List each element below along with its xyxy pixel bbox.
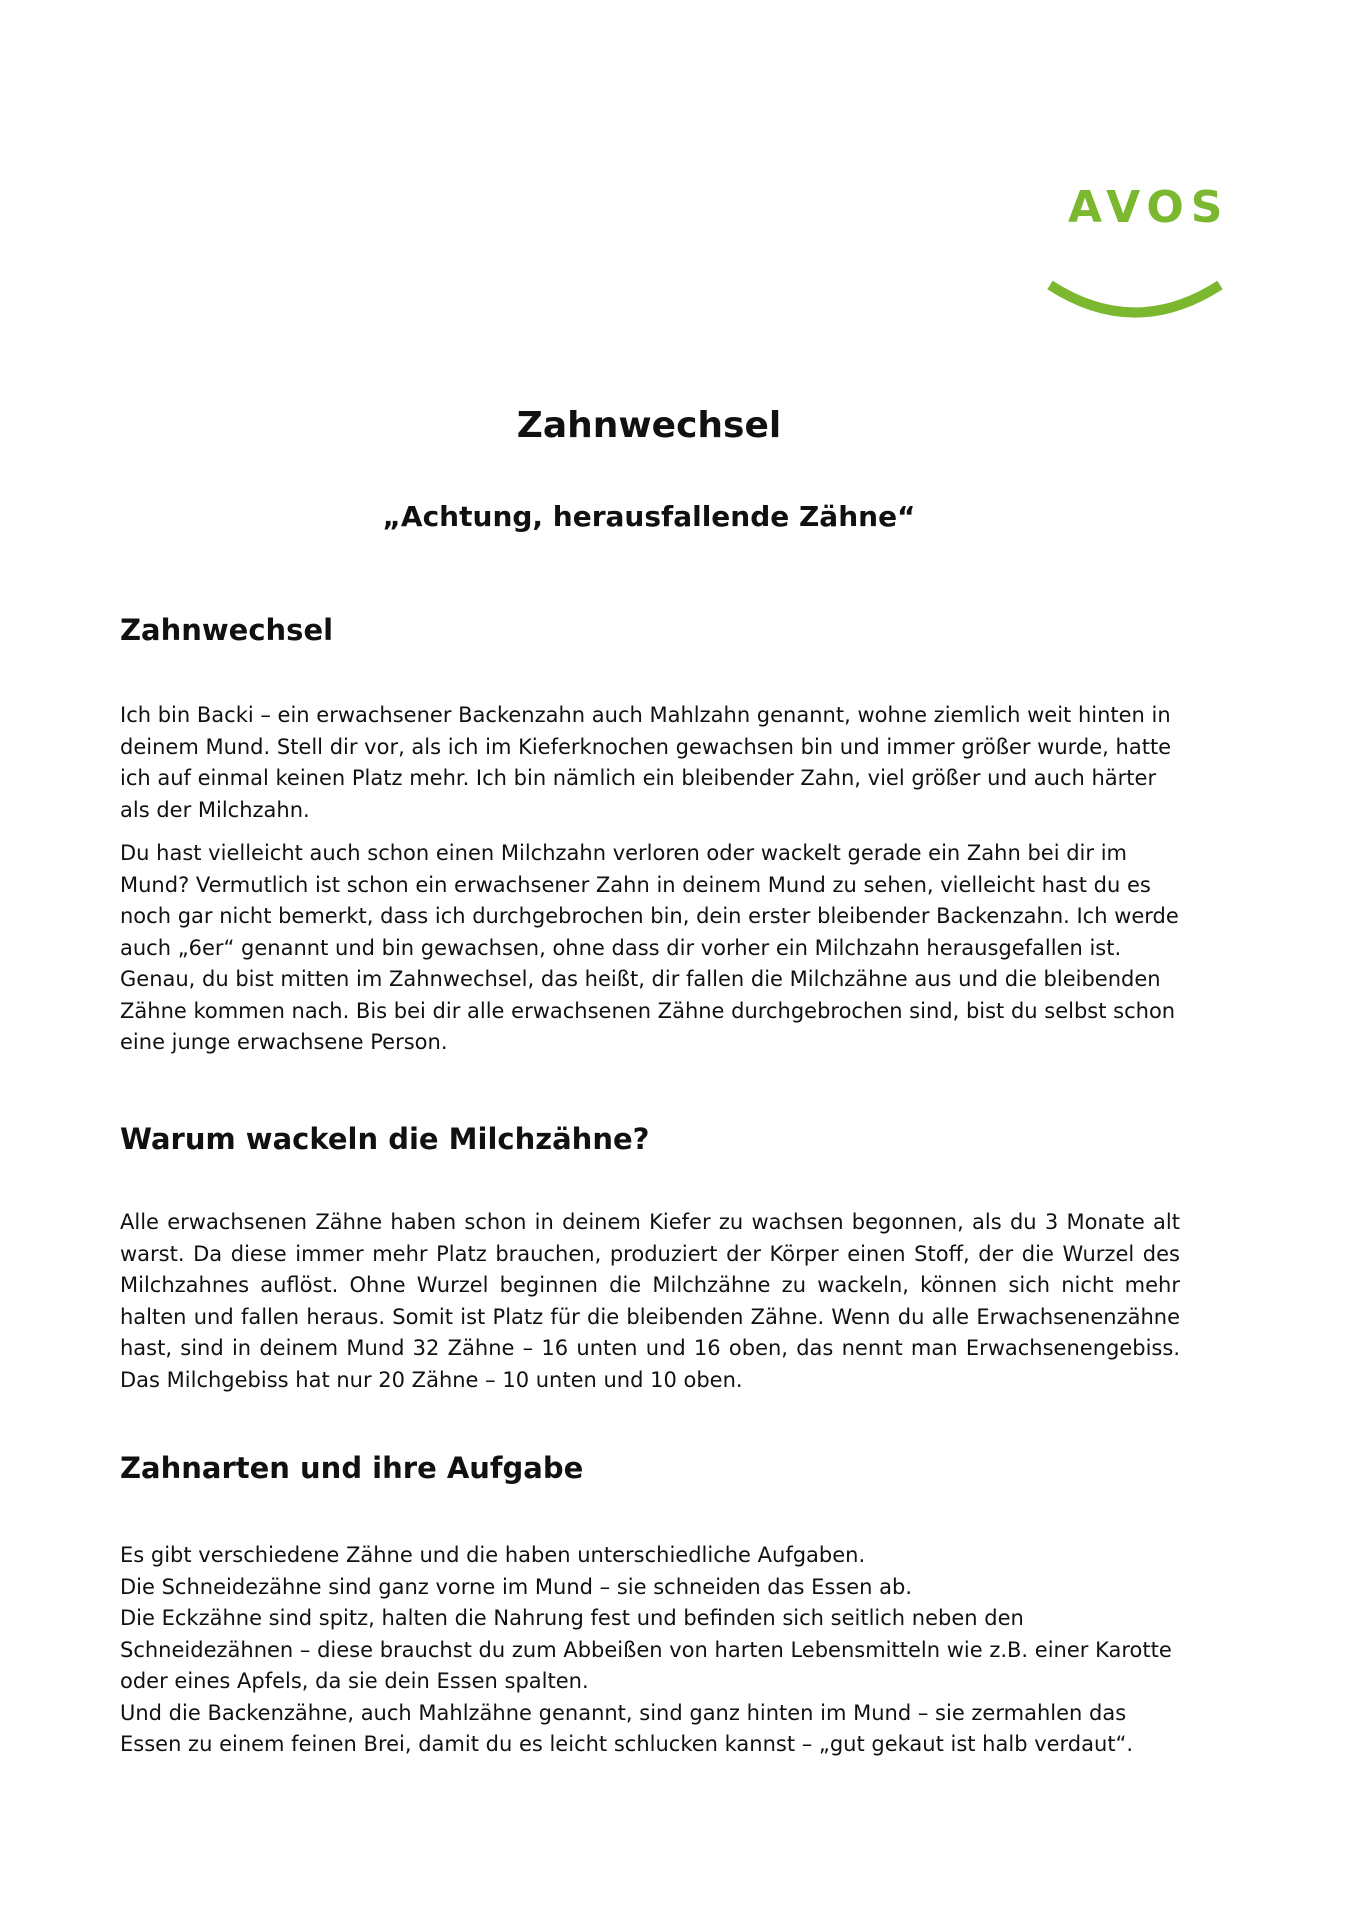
paragraph: Alle erwachsenen Zähne haben schon in deinem Kiefer zu wachsen begonnen, als du 3 Monate alt warst. Da diese immer mehr Platz brauchen, produziert der Körper einen Stoff, der die Wurzel des Milchzahnes auflöst. Ohne Wurzel beginnen die Milchzähne zu wackeln, können sich nicht mehr halten und fallen heraus. Somit ist Platz für die bleibenden Zähne. Wenn du alle Erwachsenenzähne hast, sind in deinem Mund 32 Zähne – 16 unten und 16 oben, das nennt man Erwachsenengebiss. Das Milchgebiss hat nur 20 Zähne – 10 unten und 10 oben. [120, 1210, 1180, 1392]
paragraph: Und die Backenzähne, auch Mahlzähne genannt, sind ganz hinten im Mund – sie zermahlen das Essen zu einem feinen Brei, damit du es leicht schlucken kannst – „gut gekaut ist halb verdaut“. [120, 1700, 1134, 1757]
document-title: Zahnwechsel [516, 405, 782, 446]
paragraph: Ich bin Backi – ein erwachsener Backenzahn auch Mahlzahn genannt, wohne ziemlich weit hinten in deinem Mund. Stell dir vor, als ich im Kieferknochen gewachsen bin und immer größer wurde, hatte ich auf einmal keinen Platz mehr. Ich bin nämlich ein bleibender Zahn, viel größer und auch härter als der Milchzahn. [120, 703, 1172, 822]
document-body [120, 612, 1180, 1761]
section-warum-wackeln [120, 1121, 1180, 1396]
paragraph: Die Schneidezähne sind ganz vorne im Mund – sie schneiden das Essen ab. [120, 1574, 913, 1599]
section-zahnarten [120, 1450, 1180, 1761]
paragraph: Genau, du bist mitten im Zahnwechsel, das heißt, dir fallen die Milchzähne aus und die bleibenden Zähne kommen nach. Bis bei dir alle erwachsenen Zähne durchgebrochen sind, bist du selbst schon eine junge erwachsene Person. [120, 967, 1176, 1055]
logo-wordmark: AVOS [1068, 182, 1230, 233]
paragraph: Du hast vielleicht auch schon einen Milchzahn verloren oder wackelt gerade ein Zahn bei dir im Mund? Vermutlich ist schon ein erwachsener Zahn in deinem Mund zu sehen, vielleicht hast du es noch gar nicht bemerkt, dass ich durchgebrochen bin, dein erster bleibender Backenzahn. Ich werde auch „6er“ genannt und bin gewachsen, ohne dass dir vorher ein Milchzahn herausgefallen ist. [120, 841, 1179, 960]
paragraph: Die Eckzähne sind spitz, halten die Nahrung fest und befinden sich seitlich neben den Schneidezähnen – diese brauchst du zum Abbeißen von harten Lebensmitteln wie z.B. einer Karotte oder eines Apfels, da sie dein Essen spalten. [120, 1606, 1172, 1694]
document-subtitle: „Achtung, herausfallende Zähne“ [382, 500, 916, 533]
section-heading: Zahnarten und ihre Aufgabe [120, 1451, 584, 1485]
section-zahnwechsel [120, 612, 1180, 1059]
paragraph: Es gibt verschiedene Zähne und die haben unterschiedliche Aufgaben. [120, 1543, 866, 1568]
smile-arc-icon [1040, 275, 1230, 335]
section-heading: Warum wackeln die Milchzähne? [120, 1121, 650, 1156]
avos-logo [1040, 180, 1230, 330]
section-heading: Zahnwechsel [120, 613, 334, 647]
